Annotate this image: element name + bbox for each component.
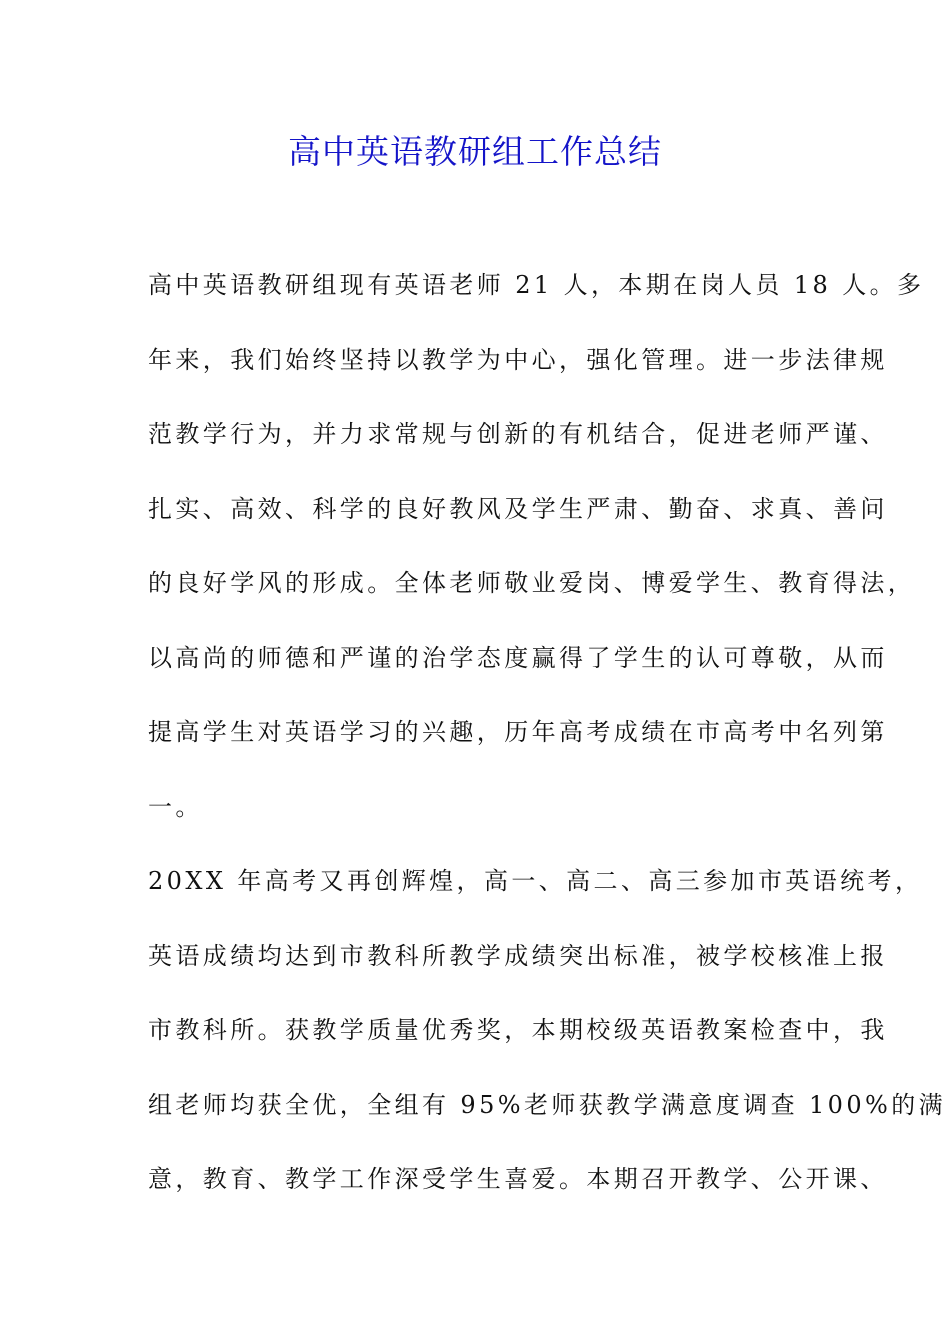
body-line: 的良好学风的形成。全体老师敬业爱岗、博爱学生、教育得法， (148, 569, 916, 597)
document-body (148, 260, 947, 1229)
body-line: 以高尚的师德和严谨的治学态度赢得了学生的认可尊敬，从而 (148, 643, 888, 672)
body-line: 一。 (148, 792, 203, 821)
body-line: 年来，我们始终坚持以教学为中心，强化管理。进一步法律规 (148, 345, 888, 374)
document-title: 高中英语教研组工作总结 (288, 132, 662, 171)
body-line: 英语成绩均达到市教科所教学成绩突出标准，被学校核准上报 (148, 941, 888, 970)
body-line: 高中英语教研组现有英语老师 21 人，本期在岗人员 18 人。多 (148, 271, 925, 299)
body-line: 组老师均获全优，全组有 95%老师获教学满意度调查 100%的满 (148, 1090, 947, 1119)
body-line: 提高学生对英语学习的兴趣，历年高考成绩在市高考中名列第 (148, 718, 888, 746)
body-line: 20XX 年高考又再创辉煌，高一、高二、高三参加市英语统考， (148, 867, 923, 895)
body-line: 范教学行为，并力求常规与创新的有机结合，促进老师严谨、 (148, 420, 888, 448)
body-line: 扎实、高效、科学的良好教风及学生严肃、勤奋、求真、善问 (148, 494, 888, 523)
body-line: 市教科所。获教学质量优秀奖，本期校级英语教案检查中，我 (148, 1016, 888, 1044)
body-line: 意，教育、教学工作深受学生喜爱。本期召开教学、公开课、 (148, 1165, 888, 1193)
